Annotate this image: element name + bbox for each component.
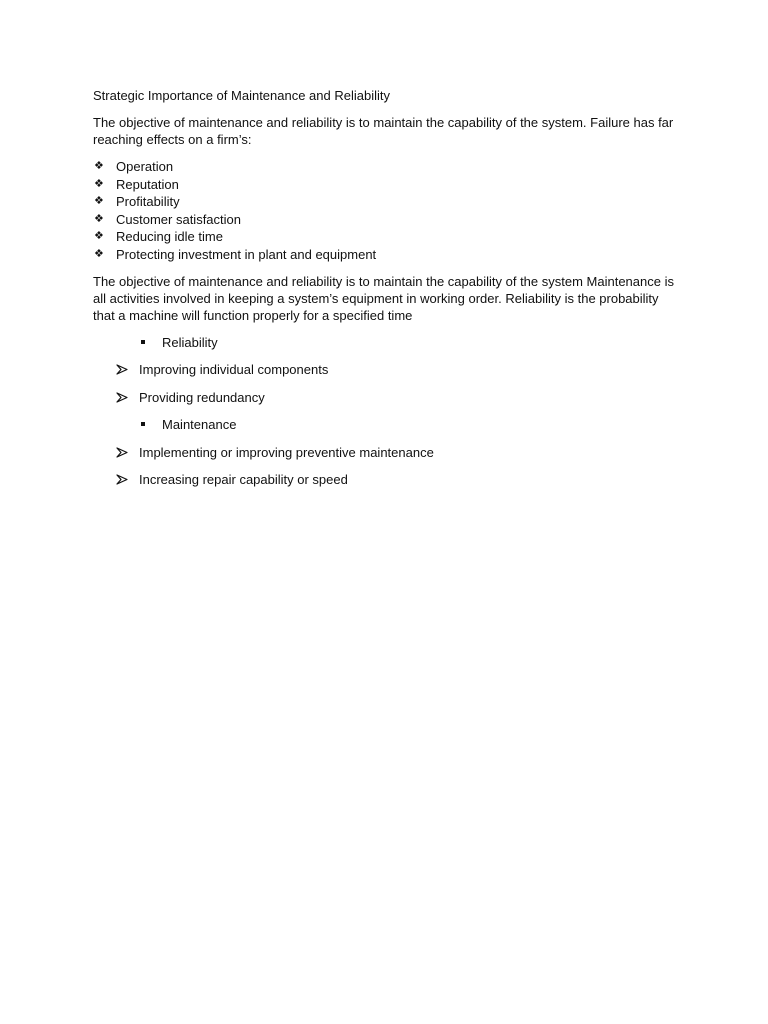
arrowhead-bullet-icon <box>116 364 128 375</box>
arrowhead-bullet-icon <box>116 447 128 458</box>
four-diamond-bullet-icon: ❖ <box>94 195 104 208</box>
list-item: ❖ Customer satisfaction <box>94 211 241 227</box>
effects-list <box>93 158 683 264</box>
square-bullet-icon <box>141 340 145 344</box>
four-diamond-bullet-icon: ❖ <box>94 230 104 243</box>
list-item: Improving individual components <box>93 361 683 378</box>
square-bullet-icon <box>141 422 145 426</box>
four-diamond-bullet-icon: ❖ <box>94 212 104 225</box>
arrowhead-bullet-icon <box>116 392 128 403</box>
list-item: Reliability <box>93 334 683 351</box>
outline-list <box>93 334 683 489</box>
list-item: ❖ Protecting investment in plant and equipment <box>94 246 377 262</box>
list-item: Providing redundancy <box>93 389 683 406</box>
body-paragraph: The objective of maintenance and reliability is to maintain the capability of the system Maintenance is all activities involved in keeping a system’s equipment in working order. Reliability is the probability that a machine will function properly for a specified time <box>93 273 674 323</box>
intro-paragraph: The objective of maintenance and reliability is to maintain the capability of the system. Failure has far reaching effects on a firm’s: <box>93 115 674 147</box>
four-diamond-bullet-icon: ❖ <box>94 177 104 190</box>
list-item: Increasing repair capability or speed <box>93 471 683 488</box>
four-diamond-bullet-icon: ❖ <box>94 247 104 260</box>
list-item: Implementing or improving preventive maintenance <box>93 444 683 461</box>
list-item: Maintenance <box>93 416 683 433</box>
four-diamond-bullet-icon: ❖ <box>94 160 104 172</box>
arrowhead-bullet-icon <box>116 474 128 485</box>
list-item: ❖ Reputation <box>94 176 179 192</box>
list-item: ❖ Operation <box>94 159 174 174</box>
list-item: ❖ Reducing idle time <box>94 229 223 245</box>
list-item: ❖ Profitability <box>94 194 180 210</box>
document-title: Strategic Importance of Maintenance and Reliability <box>93 88 390 103</box>
document-page <box>93 87 683 499</box>
